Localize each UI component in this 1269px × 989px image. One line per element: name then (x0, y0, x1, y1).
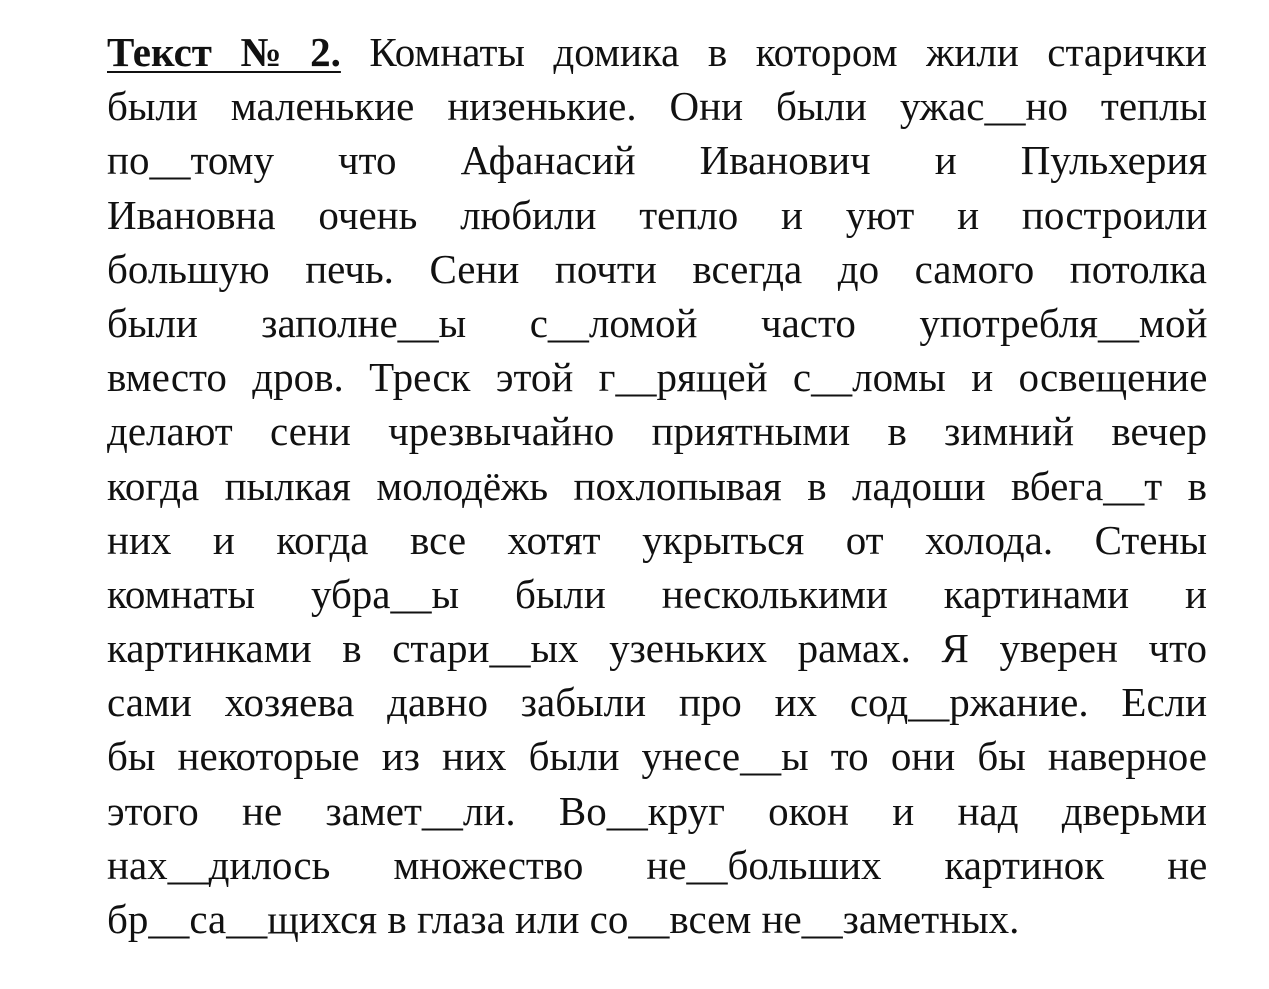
text-line-13: сами хозяева давно забыли про их сод__ржание. Если (107, 679, 1208, 726)
text-line-17: бр__са__щихся в глаза или со__всем не__заметных. (107, 896, 1020, 942)
text-line-12: картинками в стари__ых узеньких рамах. Я уверен что (107, 625, 1207, 672)
text-line-15: этого не замет__ли. Во__круг окон и над дверьми (107, 787, 1207, 834)
text-line-10: них и когда все хотят укрыться от холода. Стены (107, 516, 1207, 563)
text-line-4: Ивановна очень любили тепло и уют и построили (107, 191, 1208, 238)
text-line-2: были маленькие низенькие. Они были ужас__но теплы (107, 83, 1207, 130)
text-line-11: комнаты убра__ы были несколькими картинами и (107, 570, 1207, 617)
first-line-text: Комнаты домика в котором жили старички (340, 29, 1207, 75)
text-line-3: по__тому что Афанасий Иванович и Пульхерия (107, 137, 1208, 184)
text-line-6: были заполне__ы с__ломой часто употребля__мой (107, 299, 1208, 346)
text-line-14: бы некоторые из них были унесе__ы то они бы наверное (107, 733, 1207, 780)
text-line-8: делают сени чрезвычайно приятными в зимний вечер (107, 408, 1207, 455)
text-line-16: нах__дилось множество не__больших картинок не (107, 841, 1208, 888)
text-line-7: вместо дров. Треск этой г__рящей с__ломы и освещение (107, 354, 1208, 401)
text-heading: Текст № 2. (107, 29, 341, 75)
text-line-5: большую печь. Сени почти всегда до самого потолка (107, 245, 1207, 292)
text-line-1 (107, 25, 1207, 79)
text-line-9: когда пылкая молодёжь похлопывая в ладоши вбега__т в (107, 462, 1207, 509)
text-block (107, 25, 1207, 946)
